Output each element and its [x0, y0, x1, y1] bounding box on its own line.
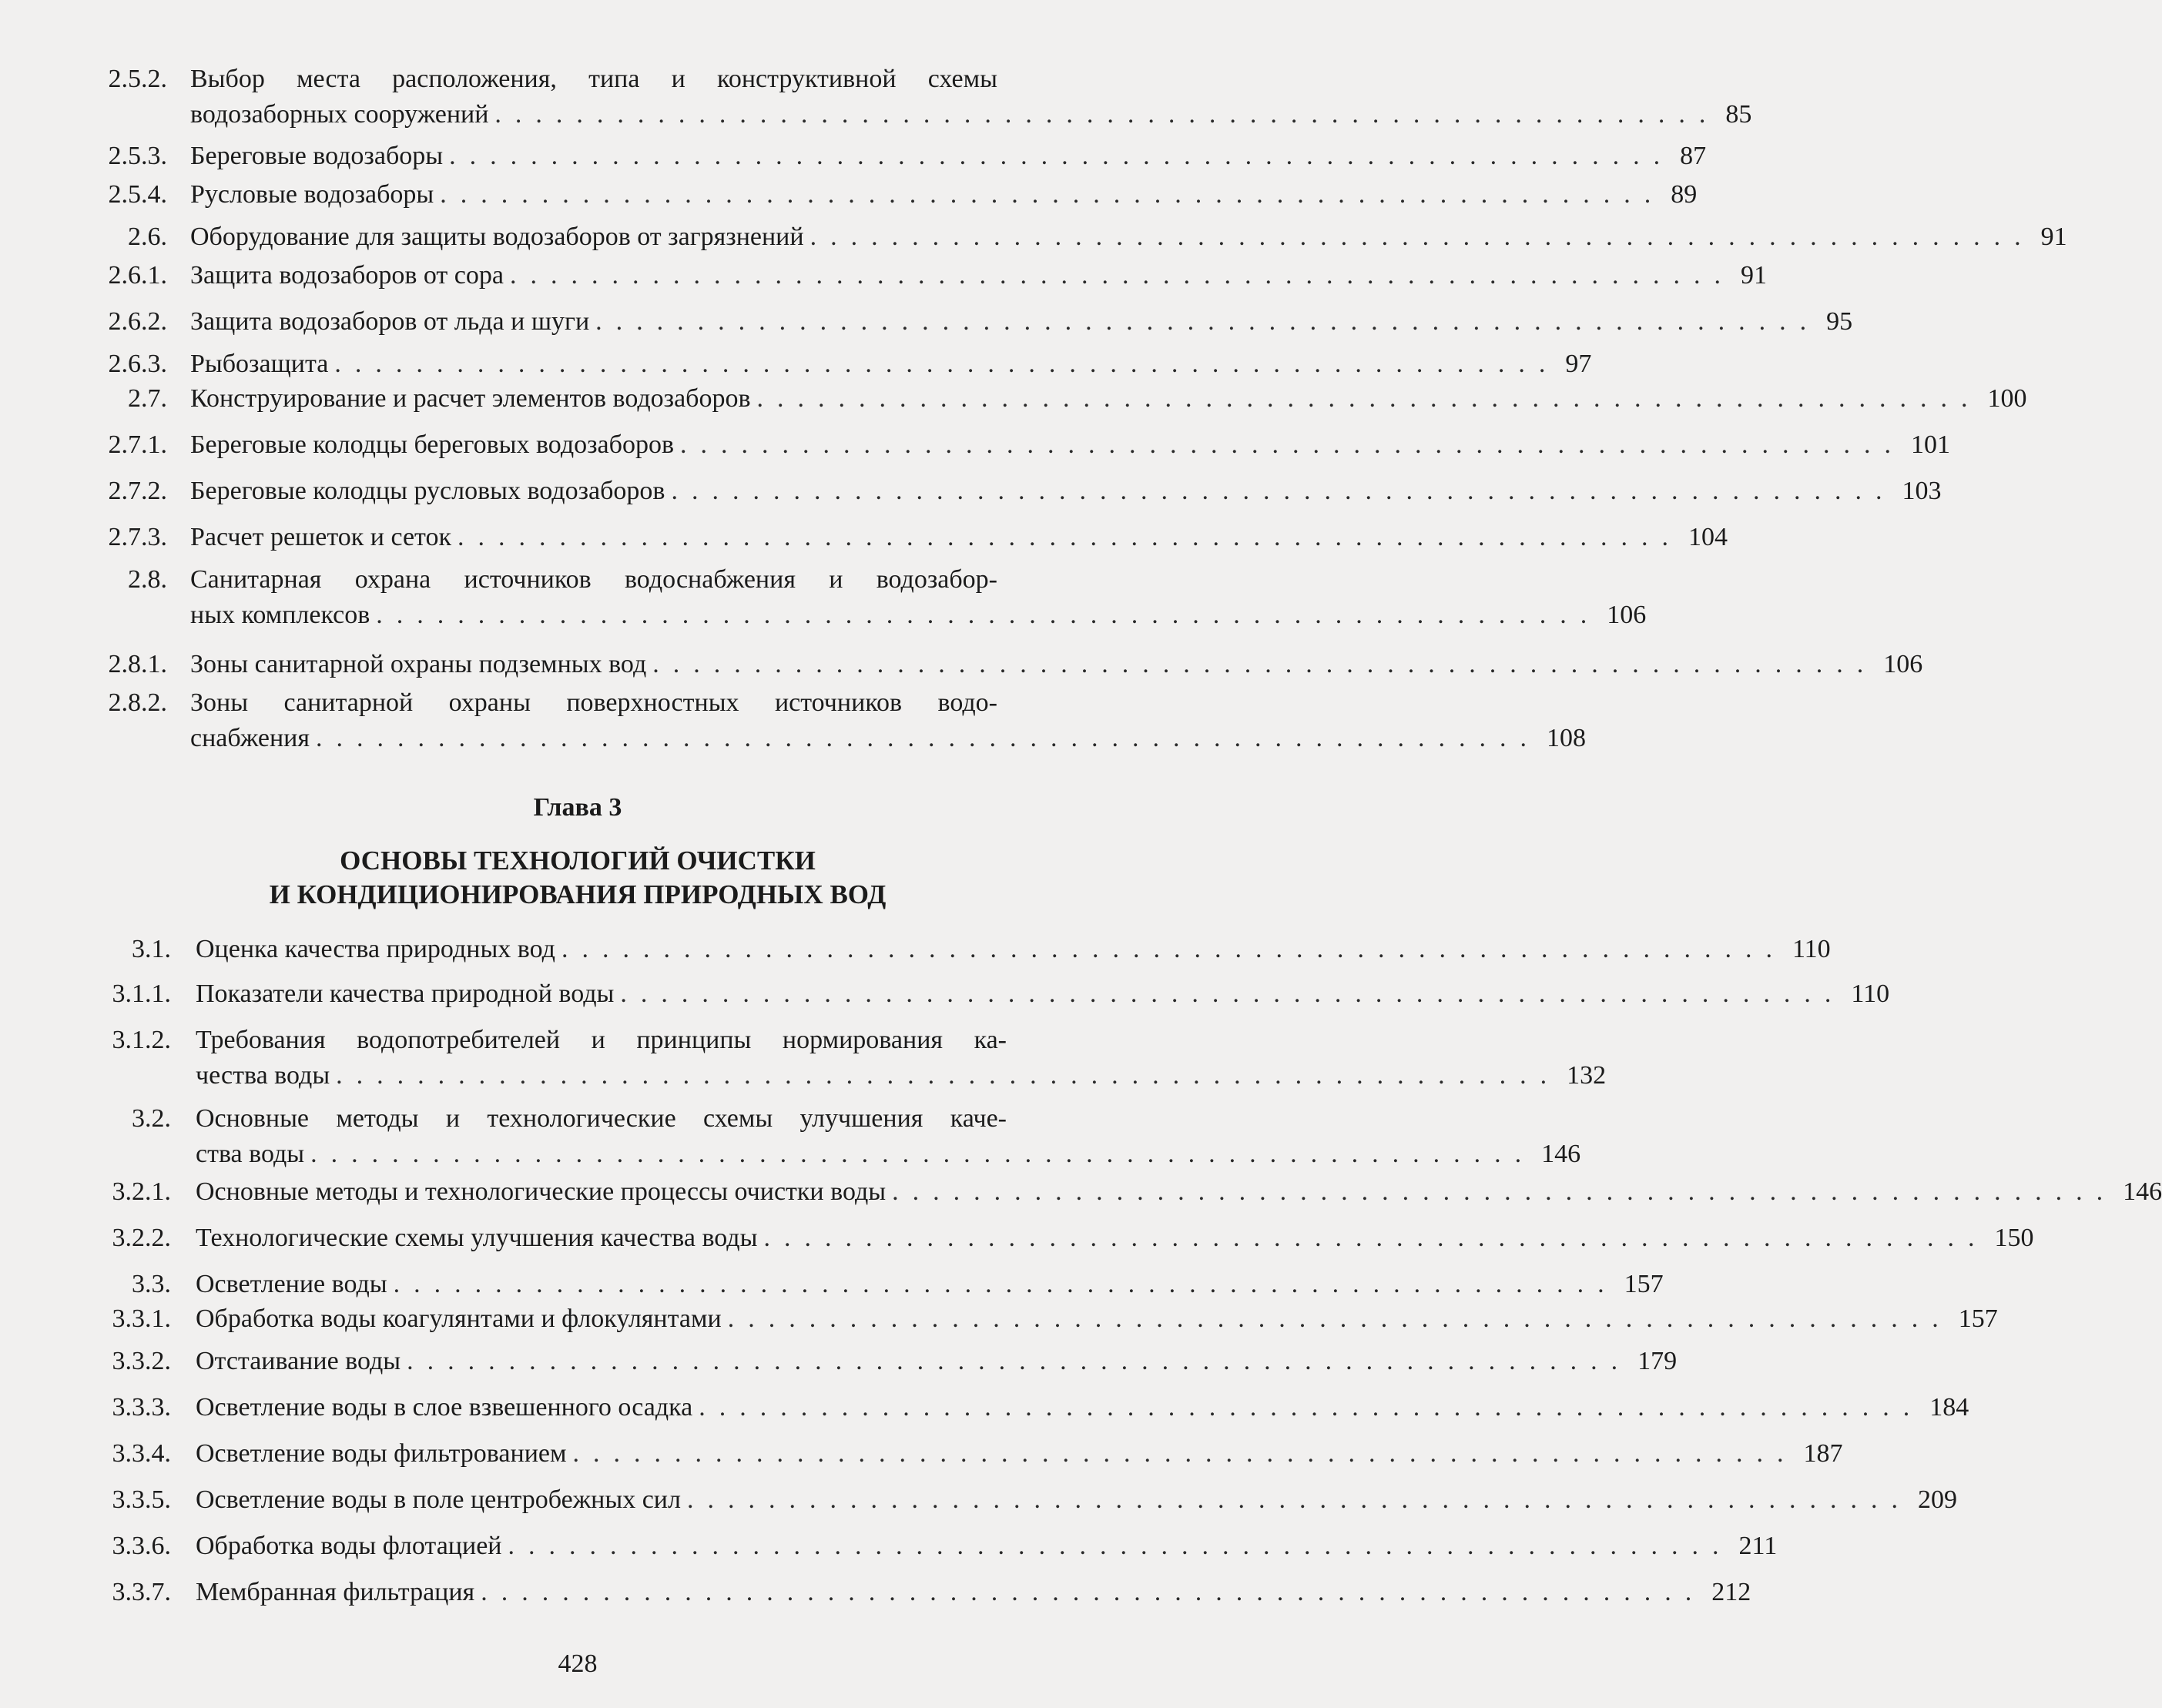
toc-entry-title-line: Береговые водозаборы	[190, 142, 444, 170]
toc-entry-number: 3.3.7.	[112, 1578, 171, 1606]
toc-entry-page: 150	[1994, 1224, 2034, 1252]
toc-entry-page: 85	[1725, 100, 1752, 129]
toc-entry-title-line: Русловые водозаборы	[190, 180, 434, 209]
toc-entry-page: 209	[1917, 1485, 1957, 1514]
toc-entry-page: 211	[1738, 1532, 1778, 1560]
dot-leader: ............................................................	[457, 523, 1682, 551]
toc-entry-page: 187	[1803, 1439, 1843, 1468]
toc-entry-title-line: Осветление воды фильтрованием	[196, 1439, 567, 1468]
toc-entry-page: 110	[1851, 980, 1890, 1008]
toc-entry-page: 106	[1883, 650, 1923, 678]
dot-leader: ............................................................	[680, 430, 1906, 459]
toc-entry-page: 110	[1792, 935, 1831, 963]
dot-leader: ............................................................	[763, 1224, 1989, 1252]
toc-entry-number: 3.1.2.	[112, 1026, 171, 1054]
dot-leader: ............................................................	[756, 384, 1982, 413]
toc-entry-title-line: ства воды	[196, 1140, 305, 1168]
dot-leader: ............................................................	[727, 1304, 1953, 1333]
dot-leader: ............................................................	[334, 350, 1560, 378]
toc-entry-title-line: Береговые колодцы русловых водозаборов	[190, 477, 665, 505]
toc-entry-title-line: Защита водозаборов от сора	[190, 261, 504, 290]
toc-entry-page: 91	[1740, 261, 1767, 290]
chapter-title-line-1: ОСНОВЫ ТЕХНОЛОГИЙ ОЧИСТКИ	[340, 846, 816, 876]
chapter-title-line-2: И КОНДИЦИОНИРОВАНИЯ ПРИРОДНЫХ ВОД	[269, 879, 887, 909]
dot-leader: ............................................................	[508, 1532, 1733, 1560]
toc-entry-title-line: Расчет решеток и сеток	[190, 523, 451, 551]
toc-entry-page: 103	[1902, 477, 1942, 505]
toc-entry-title-line: Осветление воды в слое взвешенного осадка	[196, 1393, 693, 1422]
toc-entry-number: 3.3.	[132, 1270, 171, 1298]
toc-entry-title-line: Оборудование для защиты водозаборов от загрязнений	[190, 223, 804, 251]
toc-entry-page: 87	[1680, 142, 1707, 170]
toc-entry-number: 2.7.2.	[108, 477, 167, 505]
toc-entry-number: 3.3.5.	[112, 1485, 171, 1514]
dot-leader: ............................................................	[671, 477, 1896, 505]
dot-leader: ............................................................	[310, 1140, 1536, 1168]
dot-leader: ............................................................	[652, 650, 1878, 678]
dot-leader: ............................................................	[572, 1439, 1798, 1468]
toc-entry-title-line: Показатели качества природной воды	[196, 980, 615, 1008]
toc-entry-number: 2.5.3.	[108, 142, 167, 170]
toc-entry-number: 2.8.	[128, 565, 167, 594]
toc-entry-title-line: Береговые колодцы береговых водозаборов	[190, 430, 675, 459]
dot-leader: ............................................................	[892, 1177, 2117, 1206]
toc-entry-page: 212	[1711, 1578, 1751, 1606]
toc-entry-number: 3.3.3.	[112, 1393, 171, 1422]
dot-leader: ............................................................	[481, 1578, 1706, 1606]
toc-entry-number: 2.5.2.	[108, 65, 167, 93]
dot-leader: ............................................................	[561, 935, 1786, 963]
toc-entry-title-line: Осветление воды	[196, 1270, 387, 1298]
toc-entry-number: 3.1.	[132, 935, 171, 963]
toc-entry-number: 2.7.1.	[108, 430, 167, 459]
toc-entry-title-line: Основные методы и технологические схемы улучшения каче-	[196, 1104, 1007, 1133]
toc-entry-number: 2.7.3.	[108, 523, 167, 551]
dot-leader: ............................................................	[620, 980, 1845, 1008]
toc-entry-title-line: ных комплексов	[190, 601, 370, 629]
toc-entry-page: 100	[1987, 384, 2027, 413]
toc-entry-title-line: Зоны санитарной охраны поверхностных источников водо-	[190, 688, 997, 717]
toc-entry-page: 184	[1929, 1393, 1969, 1422]
toc-entry-title-line: снабжения	[190, 724, 310, 752]
toc-entry-number: 2.7.	[128, 384, 167, 413]
toc-entry-title-line: Конструирование и расчет элементов водозаборов	[190, 384, 751, 413]
toc-entry-number: 3.3.6.	[112, 1532, 171, 1560]
toc-entry-number: 3.2.2.	[112, 1224, 171, 1252]
toc-entry-number: 2.6.1.	[108, 261, 167, 290]
dot-leader: ............................................................	[449, 142, 1674, 170]
dot-leader: ............................................................	[316, 724, 1540, 752]
toc-entry-page: 104	[1688, 523, 1728, 551]
toc-entry-number: 3.3.2.	[112, 1347, 171, 1375]
toc-entry-title-line: Обработка воды флотацией	[196, 1532, 502, 1560]
toc-entry-title-line: Рыбозащита	[190, 350, 329, 378]
toc-entry-page: 97	[1565, 350, 1592, 378]
toc-entry-number: 2.6.	[128, 223, 167, 251]
toc-entry-number: 2.8.1.	[108, 650, 167, 678]
toc-entry-page: 157	[1624, 1270, 1664, 1298]
chapter-label: Глава 3	[533, 793, 622, 822]
toc-entry-number: 2.6.2.	[108, 307, 167, 336]
toc-entry-number: 3.3.1.	[112, 1304, 171, 1333]
toc-entry-page: 132	[1567, 1061, 1607, 1090]
toc-entry-title-line: Осветление воды в поле центробежных сил	[196, 1485, 681, 1514]
toc-entry-title-line: чества воды	[196, 1061, 330, 1090]
page-number: 428	[558, 1649, 598, 1678]
toc-entry-title-line: Обработка воды коагулянтами и флокулянтами	[196, 1304, 722, 1333]
toc-entry-title-line: Мембранная фильтрация	[196, 1578, 475, 1606]
toc-entry-page: 101	[1911, 430, 1951, 459]
toc-entry-page: 91	[2040, 223, 2067, 251]
toc-entry-title-line: Технологические схемы улучшения качества воды	[196, 1224, 758, 1252]
toc-entry-page: 146	[2123, 1177, 2162, 1206]
dot-leader: ............................................................	[407, 1347, 1632, 1375]
dot-leader: ............................................................	[376, 601, 1601, 629]
toc-entry-number: 3.2.1.	[112, 1177, 171, 1206]
toc-entry-page: 108	[1547, 724, 1586, 752]
toc-entry-page: 179	[1637, 1347, 1678, 1375]
toc-entry-number: 2.5.4.	[108, 180, 167, 209]
toc-entry-number: 2.8.2.	[108, 688, 167, 717]
toc-entry-page: 95	[1826, 307, 1853, 336]
toc-entry-page: 89	[1671, 180, 1698, 209]
toc-entry-title-line: Зоны санитарной охраны подземных вод	[190, 650, 647, 678]
dot-leader: ............................................................	[686, 1485, 1912, 1514]
toc-entry-title-line: Основные методы и технологические процессы очистки воды	[196, 1177, 887, 1206]
toc-entry-title-line: Выбор места расположения, типа и конструктивной схемы	[190, 65, 997, 93]
chapter-heading	[0, 793, 1155, 912]
toc-entry-number: 3.2.	[132, 1104, 171, 1133]
dot-leader: ............................................................	[699, 1393, 1924, 1422]
dot-leader: ............................................................	[440, 180, 1665, 209]
toc-entry-title-line: Оценка качества природных вод	[196, 935, 555, 963]
dot-leader: ............................................................	[509, 261, 1735, 290]
toc-entry-title-line: Защита водозаборов от льда и шуги	[190, 307, 590, 336]
dot-leader: ............................................................	[336, 1061, 1561, 1090]
toc-entry-title-line: водозаборных сооружений	[190, 100, 489, 129]
dot-leader: ............................................................	[595, 307, 1821, 336]
dot-leader: ............................................................	[494, 100, 1720, 129]
toc-entry-number: 2.6.3.	[108, 350, 167, 378]
toc-entry-page: 157	[1958, 1304, 1998, 1333]
toc-entry-number: 3.3.4.	[112, 1439, 171, 1468]
toc-entry-title-line: Отстаивание воды	[196, 1347, 401, 1375]
toc-entry-title-line: Требования водопотребителей и принципы нормирования ка-	[196, 1026, 1007, 1054]
toc-entry-title-line: Санитарная охрана источников водоснабжения и водозабор-	[190, 565, 997, 594]
toc-entry-page: 146	[1541, 1140, 1581, 1168]
toc-entry-page: 106	[1607, 601, 1647, 629]
dot-leader: ............................................................	[809, 223, 2035, 251]
dot-leader: ............................................................	[393, 1270, 1618, 1298]
toc-entry-number: 3.1.1.	[112, 980, 171, 1008]
